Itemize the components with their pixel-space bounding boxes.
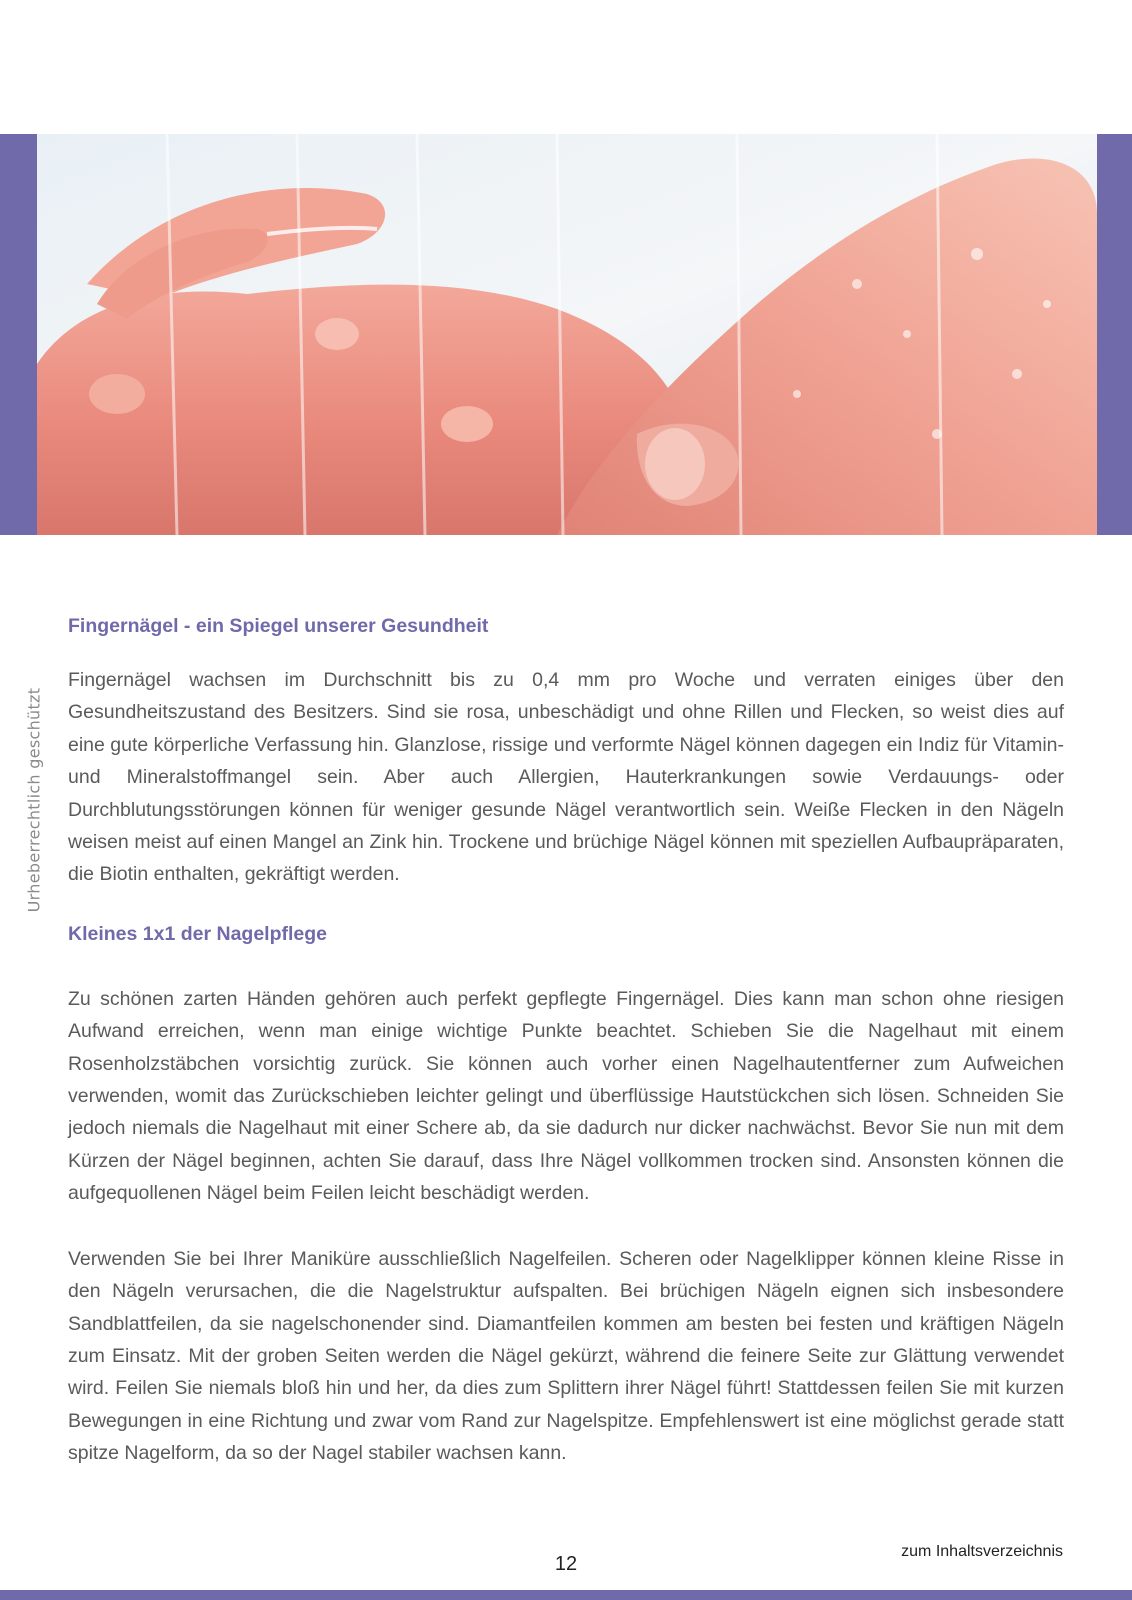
hero-image xyxy=(37,134,1097,535)
paragraph-nagelpflege-1: Zu schönen zarten Händen gehören auch perfekt gepflegte Fingernägel. Dies kann man schon ohne riesigen Aufwand erreichen, wenn man einige wichtige Punkte beachtet. Schieben Sie die Nagelhaut mit einem Rosenholzstäbchen vorsichtig zurück. Sie können auch vorher einen Nagelhautentferner zum Aufweichen verwenden, womit das Zurückschieben leichter gelingt und überflüssige Hautstückchen sich lösen. Schneiden Sie jedoch niemals die Nagelhaut mit einer Schere ab, da sie dadurch nur dicker nachwächst. Bevor Sie nun mit dem Kürzen der Nägel beginnen, achten Sie darauf, dass Ihre Nägel vollkommen trocken sind. Ansonsten können die aufgequollenen Nägel beim Feilen leicht beschädigt werden. xyxy=(68,987,1064,1205)
hands-under-water-photo xyxy=(37,134,1097,535)
footer-bar xyxy=(0,1590,1132,1600)
copyright-note: Urheberrechtlich geschützt xyxy=(24,687,44,913)
main-content xyxy=(68,612,1064,1470)
section-heading-gesundheit: Fingernägel - ein Spiegel unserer Gesundheit xyxy=(68,615,489,637)
table-of-contents-link[interactable]: zum Inhaltsverzeichnis xyxy=(901,1543,1063,1560)
page-number: 12 xyxy=(554,1553,578,1575)
paragraph-gesundheit: Fingernägel wachsen im Durchschnitt bis zu 0,4 mm pro Woche und verraten einiges über den Gesundheitszustand des Besitzers. Sind sie rosa, unbeschädigt und ohne Rillen und Flecken, so weist dies auf eine gute körperliche Verfassung hin. Glanzlose, rissige und verformte Nägel können dagegen ein Indiz für Vitamin- und Mineralstoffmangel sein. Aber auch Allergien, Hauterkrankungen sowie Verdauungs- oder Durchblutungsstörungen können für weniger gesunde Nägel verantwortlich sein. Weiße Flecken in den Nägeln weisen meist auf einen Mangel an Zink hin. Trockene und brüchige Nägel können mit speziellen Aufbaupräparaten, die Biotin enthalten, gekräftigt werden. xyxy=(68,669,1064,886)
paragraph-nagelpflege-2: Verwenden Sie bei Ihrer Maniküre ausschließlich Nagelfeilen. Scheren oder Nagelklipper können kleine Risse in den Nägeln verursachen, die die Nagelstruktur aufspalten. Bei brüchigen Nägeln eignen sich insbesondere Sandblattfeilen, da sie nagelschonender sind. Diamantfeilen kommen am besten bei festen und kräftigen Nägeln zum Einsatz. Mit der groben Seiten werden die Nägel gekürzt, während die feinere Seite zur Glättung verwendet wird. Feilen Sie niemals bloß hin und her, da dies zum Splittern ihrer Nägel führt! Stattdessen feilen Sie mit kurzen Bewegungen in eine Richtung und zwar vom Rand zur Nagelspitze. Empfehlenswert ist eine möglichst gerade statt spitze Nagelform, da so der Nagel stabiler wachsen kann. xyxy=(68,1247,1064,1465)
section-heading-nagelpflege: Kleines 1x1 der Nagelpflege xyxy=(68,922,328,945)
